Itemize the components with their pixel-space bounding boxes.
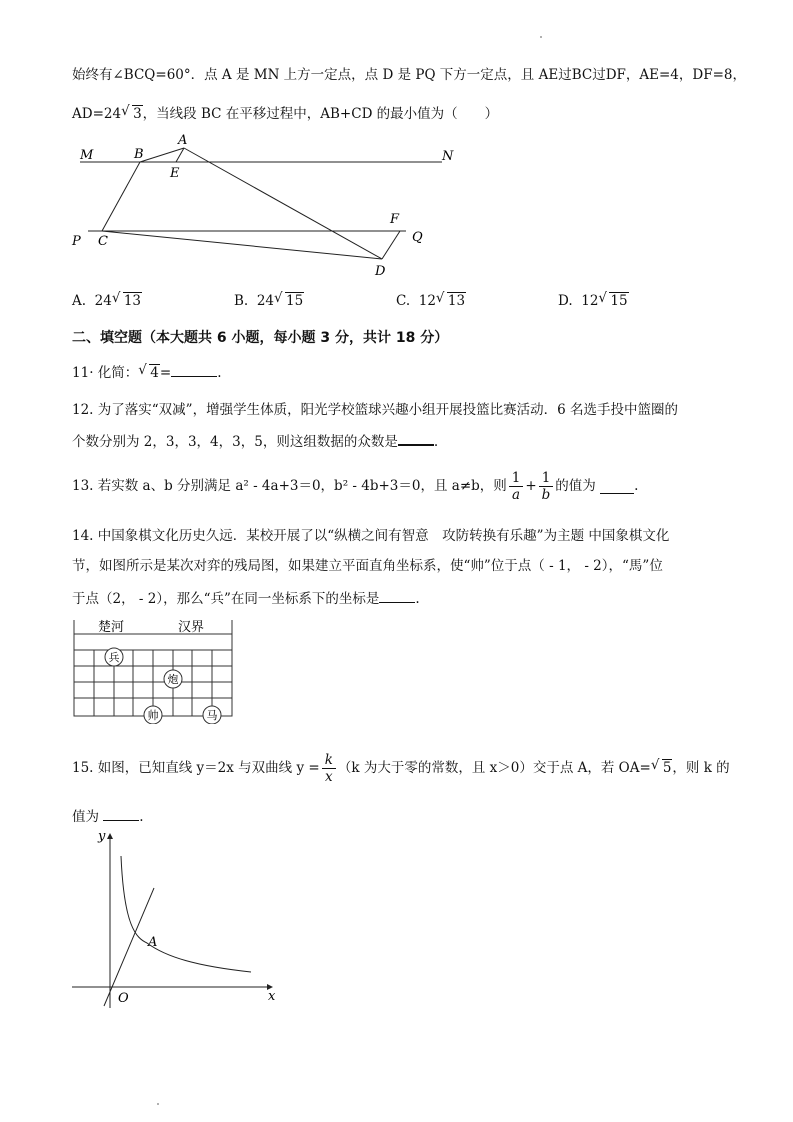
q10-ad-value: AD=24 [72, 106, 122, 122]
fraction-k-over-x: $\frac{k}{x}$ [322, 752, 336, 785]
svg-text:炮: 炮 [167, 673, 179, 686]
q11-number: 11 [72, 365, 90, 381]
q10-line1: 始终有∠BCQ=60°．点 A 是 MN 上方一定点，点 D 是 PQ 下方一定点，且 AE过BC过DF，AE=4，DF=8， [72, 67, 746, 83]
section-title: 二、填空题（本大题共 6 小题，每小题 3 分，共计 18 分） [72, 330, 449, 346]
piece-shuai [144, 706, 162, 724]
sqrt-symbol: √ 4 [138, 362, 159, 381]
sqrt-symbol: √ 15 [274, 290, 304, 309]
sqrt-symbol: √ 5 [650, 757, 672, 776]
hyperbola-curve [121, 856, 251, 972]
q12-line1: 12. 为了落实“双减”，增强学生体质，阳光学校篮球兴趣小组开展投篮比赛活动．6 名选手投中篮圈的 [72, 402, 678, 418]
option-c[interactable]: C. 12 √ 13 [396, 290, 466, 309]
label-e: E [170, 166, 180, 181]
svg-text:马: 马 [206, 709, 218, 722]
fraction-1-over-a: $\frac{1}{a}$ [509, 470, 524, 503]
q15-graph-figure [66, 826, 286, 1011]
q15-line1: 15. 如图，已知直线 y＝2x 与双曲线 y = $\frac{k}{x}$ （k 为大于零的常数，且 x＞0）交于点 A，若 OA= √ 5 ，则 k 的 [72, 748, 730, 788]
label-x: x [268, 989, 276, 1004]
piece-bing [105, 648, 123, 666]
q10-line2 [72, 105, 498, 123]
label-n: N [442, 149, 454, 164]
svg-text:兵: 兵 [108, 651, 120, 664]
piece-pao [164, 670, 182, 688]
label-f: F [390, 212, 400, 227]
label-o: O [118, 991, 129, 1006]
label-q: Q [412, 230, 423, 245]
option-d[interactable]: D. 12 √ 15 [558, 290, 628, 309]
option-a[interactable]: A. 24 √ 13 [72, 290, 142, 309]
q11: 11· 化简： √ 4= . [72, 362, 222, 381]
river-right-label: 汉界 [178, 620, 205, 635]
label-y: y [98, 829, 106, 844]
segment-bc [102, 162, 140, 231]
answer-blank[interactable] [379, 588, 415, 603]
q13: 13. 若实数 a、b 分别满足 a² - 4a+3＝0，b² - 4b+3＝0，且 a≠b，则 $\frac{1}{a}$ + $\frac{1}{b}$ 的值为 . [72, 469, 639, 503]
sqrt-symbol: √ 13 [111, 290, 142, 309]
svg-text:帅: 帅 [147, 709, 159, 722]
sqrt-symbol: √ 15 [598, 290, 628, 309]
sqrt-symbol: √ 3 [121, 103, 142, 122]
q10-line2-text: ，当线段 BC 在平移过程中，AB+CD 的最小值为（ ） [142, 106, 499, 122]
q14-line3: 于点（2， - 2），那么“兵”在同一坐标系下的坐标是 . [72, 588, 420, 608]
decorative-dot [157, 1103, 159, 1105]
q10-geometry-figure [60, 128, 460, 288]
decorative-dot [540, 36, 542, 38]
segment-df [382, 231, 400, 259]
answer-blank[interactable] [103, 806, 139, 821]
option-b[interactable]: B. 24 √ 15 [234, 290, 304, 309]
line-y-2x [104, 888, 154, 1006]
label-p: P [72, 234, 81, 249]
chess-board-figure [70, 616, 240, 724]
label-b: B [134, 147, 144, 162]
q14-line1: 14. 中国象棋文化历史久远．某校开展了以“纵横之间有智意 攻防转换有乐趣”为主题 中国象棋文化 [72, 528, 670, 544]
answer-blank[interactable] [600, 479, 634, 494]
fraction-1-over-b: $\frac{1}{b}$ [539, 470, 554, 503]
sqrt-symbol: √ 13 [435, 290, 466, 309]
river-left-label: 楚河 [98, 620, 125, 635]
label-m: M [80, 148, 94, 163]
q15-line2: 值为 . [72, 806, 144, 826]
label-point-a: A [148, 935, 158, 950]
piece-ma [203, 706, 221, 724]
label-a: A [178, 133, 188, 148]
label-c: C [98, 234, 108, 249]
answer-blank[interactable] [398, 430, 434, 446]
q14-line2: 节，如图所示是某次对弈的残局图，如果建立平面直角坐标系，使“帅”位于点（ - 1， - 2），“馬”位 [72, 558, 663, 574]
q12-line2: 个数分别为 2，3，3，4，3，5，则这组数据的众数是 . [72, 430, 438, 451]
label-d: D [375, 264, 386, 279]
answer-blank[interactable] [171, 362, 217, 377]
